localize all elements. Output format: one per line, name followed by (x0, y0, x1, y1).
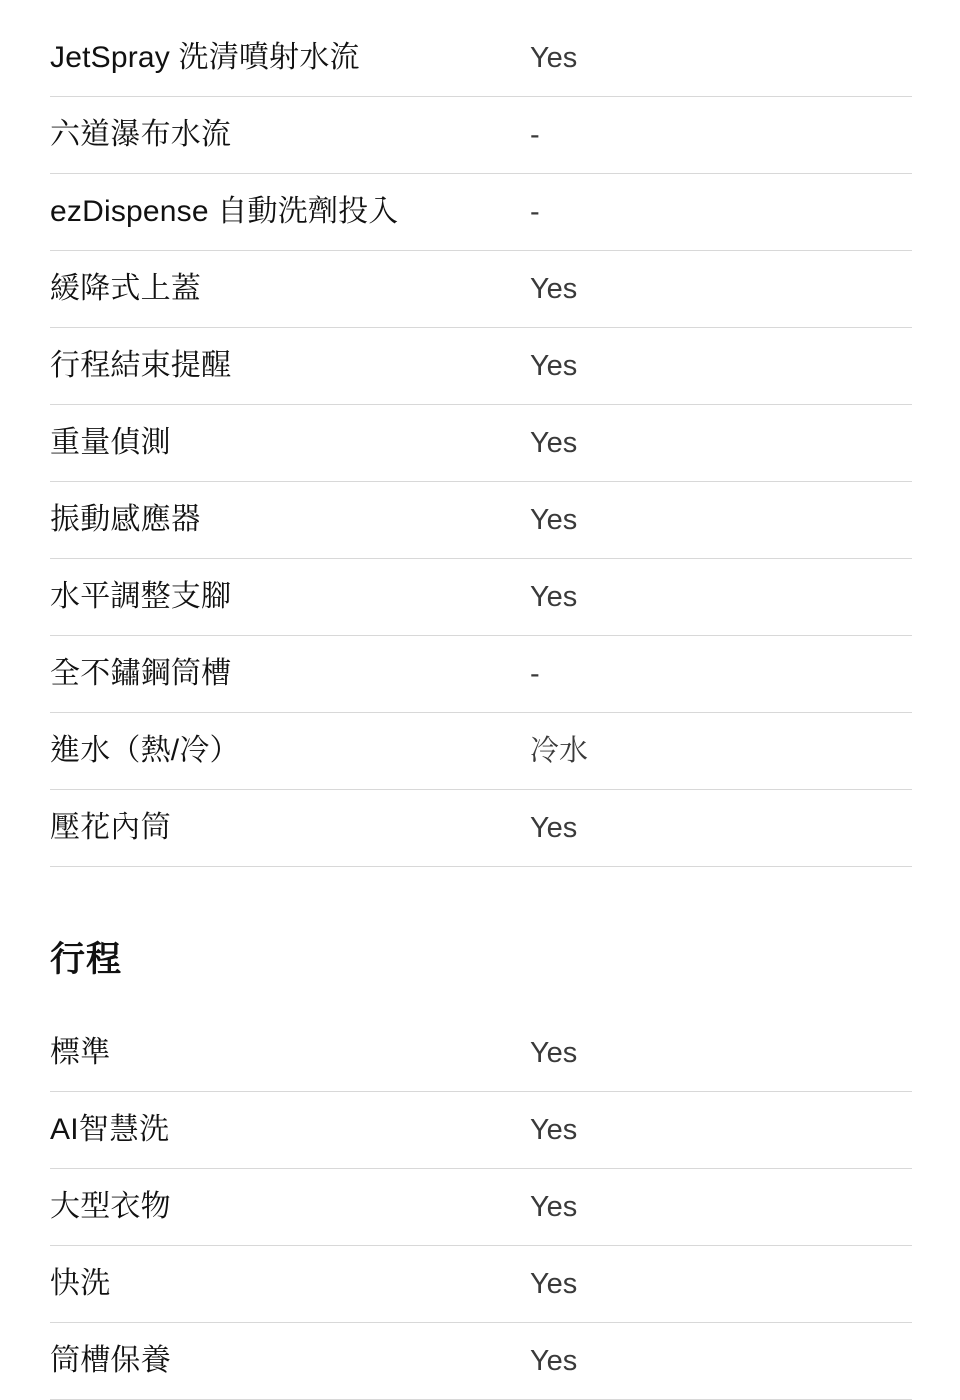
spec-section (50, 0, 912, 867)
spec-label: 大型衣物 (50, 1190, 171, 1223)
spec-value: Yes (530, 349, 578, 382)
table-row (50, 1169, 912, 1246)
spec-label: JetSpray 洗清噴射水流 (50, 41, 360, 74)
spec-value: Yes (530, 1267, 578, 1300)
table-row (50, 482, 912, 559)
section-heading: 行程 (50, 940, 123, 979)
spec-value: Yes (530, 580, 578, 613)
spec-value: Yes (530, 272, 578, 305)
table-row (50, 251, 912, 328)
spec-value: Yes (530, 1113, 578, 1146)
spec-value: - (530, 657, 540, 690)
spec-value: Yes (530, 41, 578, 74)
spec-value: 冷水 (530, 734, 589, 767)
spec-section (50, 867, 912, 1400)
spec-label: 行程結束提醒 (50, 349, 232, 382)
spec-label: 緩降式上蓋 (50, 272, 201, 305)
spec-table (50, 1015, 912, 1400)
spec-label: 全不鏽鋼筒槽 (50, 657, 232, 690)
spec-value: Yes (530, 1190, 578, 1223)
table-row (50, 559, 912, 636)
spec-value: Yes (530, 503, 578, 536)
spec-label: 快洗 (50, 1267, 111, 1300)
spec-value: - (530, 195, 540, 228)
table-row (50, 636, 912, 713)
table-row (50, 1015, 912, 1092)
table-row (50, 790, 912, 867)
spec-label: 六道瀑布水流 (50, 118, 232, 151)
table-row (50, 174, 912, 251)
table-row (50, 713, 912, 790)
spec-value: - (530, 118, 540, 151)
spec-label: 標準 (50, 1036, 111, 1069)
section-spacer (50, 887, 912, 939)
table-row (50, 405, 912, 482)
spec-label: 振動感應器 (50, 503, 201, 536)
table-row (50, 1092, 912, 1169)
spec-value: Yes (530, 1344, 578, 1377)
spec-label: 壓花內筒 (50, 811, 171, 844)
spec-label: 進水（熱/冷） (50, 734, 240, 767)
spec-label: 重量偵測 (50, 426, 171, 459)
spec-label: AI智慧洗 (50, 1113, 170, 1146)
spec-table (50, 20, 912, 867)
spec-label: 筒槽保養 (50, 1344, 171, 1377)
spec-value: Yes (530, 811, 578, 844)
spec-sections (50, 0, 912, 1400)
table-row (50, 1246, 912, 1323)
table-row (50, 1323, 912, 1400)
spec-label: ezDispense 自動洗劑投入 (50, 195, 399, 228)
table-row (50, 97, 912, 174)
table-row (50, 328, 912, 405)
spec-label: 水平調整支腳 (50, 580, 232, 613)
table-row (50, 20, 912, 97)
spec-value: Yes (530, 1036, 578, 1069)
spec-value: Yes (530, 426, 578, 459)
